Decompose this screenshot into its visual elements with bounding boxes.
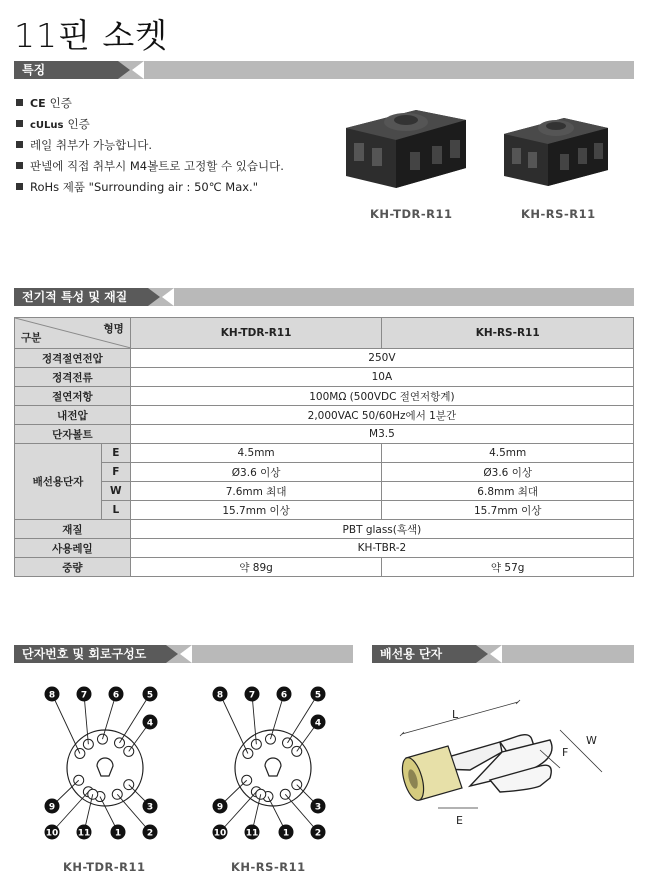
table-row: 내전압 2,000VAC 50/60Hz에서 1분간 [15, 406, 634, 425]
pin-number: 5 [314, 690, 322, 701]
pin-number: 2 [314, 828, 322, 839]
pin-number: 9 [48, 802, 56, 813]
terminal-diagram-tdr [30, 680, 180, 840]
pin-number: 10 [213, 828, 227, 839]
table-row: 단자볼트 M3.5 [15, 425, 634, 444]
pin-number: 4 [314, 718, 322, 729]
product-label-rs: KH-RS-R11 [521, 207, 596, 221]
terminal-diagram-rs [198, 680, 348, 840]
diagram-label-rs: KH-RS-R11 [231, 860, 306, 874]
table-row: 정격전류 10A [15, 368, 634, 387]
terminal-header-bar [14, 645, 353, 663]
pin-number: 3 [314, 802, 322, 813]
socket-tdr-image [346, 110, 466, 188]
diagram-label-tdr: KH-TDR-R11 [63, 860, 146, 874]
feature-item: 레일 취부가 가능합니다. [16, 135, 284, 156]
page-title: 11핀 소켓 [14, 16, 169, 55]
pin-number: 10 [45, 828, 59, 839]
spec-table [14, 317, 634, 577]
feature-item: RoHs 제품 "Surrounding air : 50℃ Max." [16, 177, 284, 198]
dim-label-e: E [456, 814, 463, 827]
dim-label-l: L [452, 708, 459, 721]
pin-number: 2 [146, 828, 154, 839]
feature-list [16, 93, 284, 198]
table-row: 중량 약 89g 약 57g [15, 558, 634, 577]
wiring-terminal-header-label: 배선용 단자 [372, 645, 476, 663]
pin-number: 3 [146, 802, 154, 813]
table-row: 배선용단자 E 4.5mm 4.5mm [15, 444, 634, 463]
socket-product-images [336, 88, 636, 200]
dim-label-f: F [562, 746, 569, 759]
wiring-label: 배선용단자 [15, 444, 102, 520]
table-row: F Ø3.6 이상 Ø3.6 이상 [15, 463, 634, 482]
terminal-header-label: 단자번호 및 회로구성도 [14, 645, 166, 663]
table-row: L 15.7mm 이상 15.7mm 이상 [15, 501, 634, 520]
pin-number: 11 [245, 828, 259, 839]
pin-number: 1 [282, 828, 290, 839]
pin-number: 6 [112, 690, 120, 701]
spec-header-label: 전기적 특성 및 재질 [14, 288, 148, 306]
feature-item: cULus 인증 [16, 114, 284, 135]
pin-number: 4 [146, 718, 154, 729]
dim-label-w: W [586, 734, 597, 747]
pin-number: 9 [216, 802, 224, 813]
pin-number: 1 [114, 828, 122, 839]
key-hole [97, 758, 113, 776]
feature-item: CE 인증 [16, 93, 284, 114]
wiring-terminal-header-bar [372, 645, 634, 663]
socket-rs-image [504, 118, 608, 186]
pin-number: 6 [280, 690, 288, 701]
table-row: 사용레일 KH-TBR-2 [15, 539, 634, 558]
table-row: 절연저항 100MΩ (500VDC 절연저항계) [15, 387, 634, 406]
table-row: 정격절연전압 250V [15, 349, 634, 368]
pin-number: 8 [48, 690, 56, 701]
terminal-barrel [398, 746, 462, 803]
pin-number: 5 [146, 690, 154, 701]
feature-item: 판넬에 직접 취부시 M4볼트로 고정할 수 있습니다. [16, 156, 284, 177]
ce-mark-icon: CE [30, 97, 46, 110]
pin-number: 7 [80, 690, 88, 701]
table-row: W 7.6mm 최대 6.8mm 최대 [15, 482, 634, 501]
key-hole [265, 758, 281, 776]
spade-terminal-drawing [390, 690, 620, 850]
table-row: 재질 PBT glass(흑색) [15, 520, 634, 539]
pin-number: 11 [77, 828, 91, 839]
pin-number: 8 [216, 690, 224, 701]
spec-col-tdr: KH-TDR-R11 [130, 318, 382, 349]
features-header-bar [14, 61, 634, 79]
features-header-label: 특징 [14, 61, 118, 79]
product-label-tdr: KH-TDR-R11 [370, 207, 453, 221]
culus-mark-icon: cULus [30, 120, 64, 131]
spec-header-bar [14, 288, 634, 306]
spec-corner-cell: 형명 구분 [15, 318, 131, 349]
spec-col-rs: KH-RS-R11 [382, 318, 634, 349]
pin-number: 7 [248, 690, 256, 701]
